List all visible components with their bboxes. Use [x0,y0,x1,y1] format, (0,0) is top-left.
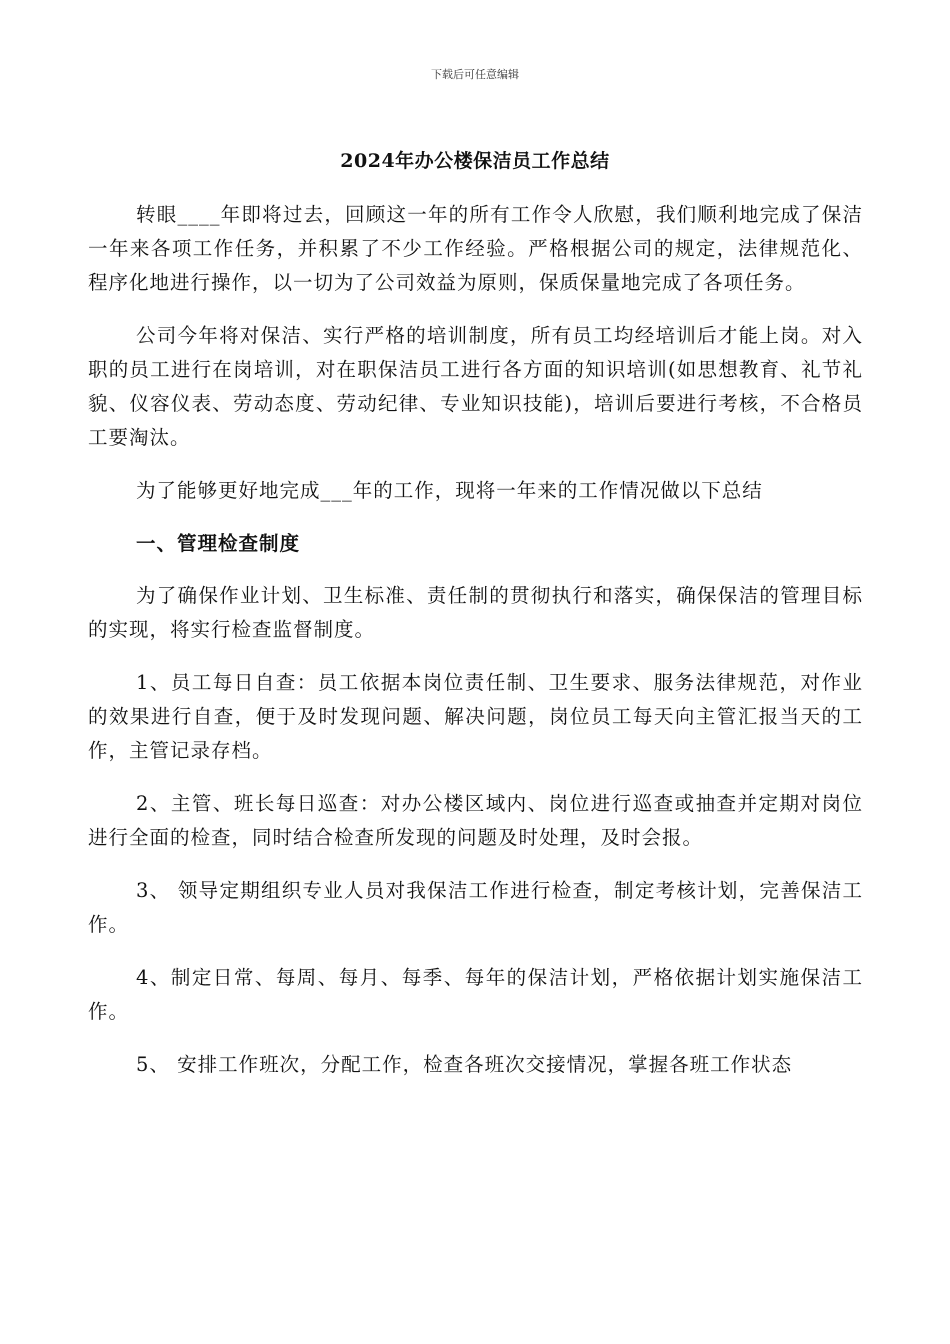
document-body [88,198,863,1101]
paragraph-summary-lead: 为了能够更好地完成___年的工作，现将一年来的工作情况做以下总结 [136,479,763,502]
list-item-1: 1、员工每日自查：员工依据本岗位责任制、卫生要求、服务法律规范，对作业的效果进行自查，便于及时发现问题、解决问题，岗位员工每天向主管汇报当天的工作，主管记录存档。 [88,671,863,762]
list-item-4: 4、制定日常、每周、每月、每季、每年的保洁计划，严格依据计划实施保洁工作。 [88,966,863,1023]
list-item-5: 5、 安排工作班次，分配工作，检查各班次交接情况，掌握各班工作状态 [136,1053,793,1076]
section-heading: 一、管理检查制度 [136,532,301,555]
paragraph-training: 公司今年将对保洁、实行严格的培训制度，所有员工均经培训后才能上岗。对入职的员工进行在岗培训，对在职保洁员工进行各方面的知识培训(如思想教育、礼节礼貌、仪容仪表、劳动态度、劳动纪律、专业知识技能)，培训后要进行考核，不合格员工要淘汰。 [88,324,863,449]
list-item-2: 2、主管、班长每日巡查：对办公楼区域内、岗位进行巡查或抽查并定期对岗位进行全面的检查，同时结合检查所发现的问题及时处理，及时会报。 [88,792,863,849]
document-title: 2024年办公楼保洁员工作总结 [340,150,610,172]
header-note: 下载后可任意编辑 [431,68,519,81]
paragraph-section-intro: 为了确保作业计划、卫生标准、责任制的贯彻执行和落实，确保保洁的管理目标的实现，将实行检查监督制度。 [88,584,863,641]
list-item-3: 3、 领导定期组织专业人员对我保洁工作进行检查，制定考核计划，完善保洁工作。 [88,879,863,936]
paragraph-intro: 转眼____年即将过去，回顾这一年的所有工作令人欣慰，我们顺利地完成了保洁一年来各项工作任务，并积累了不少工作经验。严格根据公司的规定，法律规范化、程序化地进行操作，以一切为了公司效益为原则，保质保量地完成了各项任务。 [88,203,863,294]
